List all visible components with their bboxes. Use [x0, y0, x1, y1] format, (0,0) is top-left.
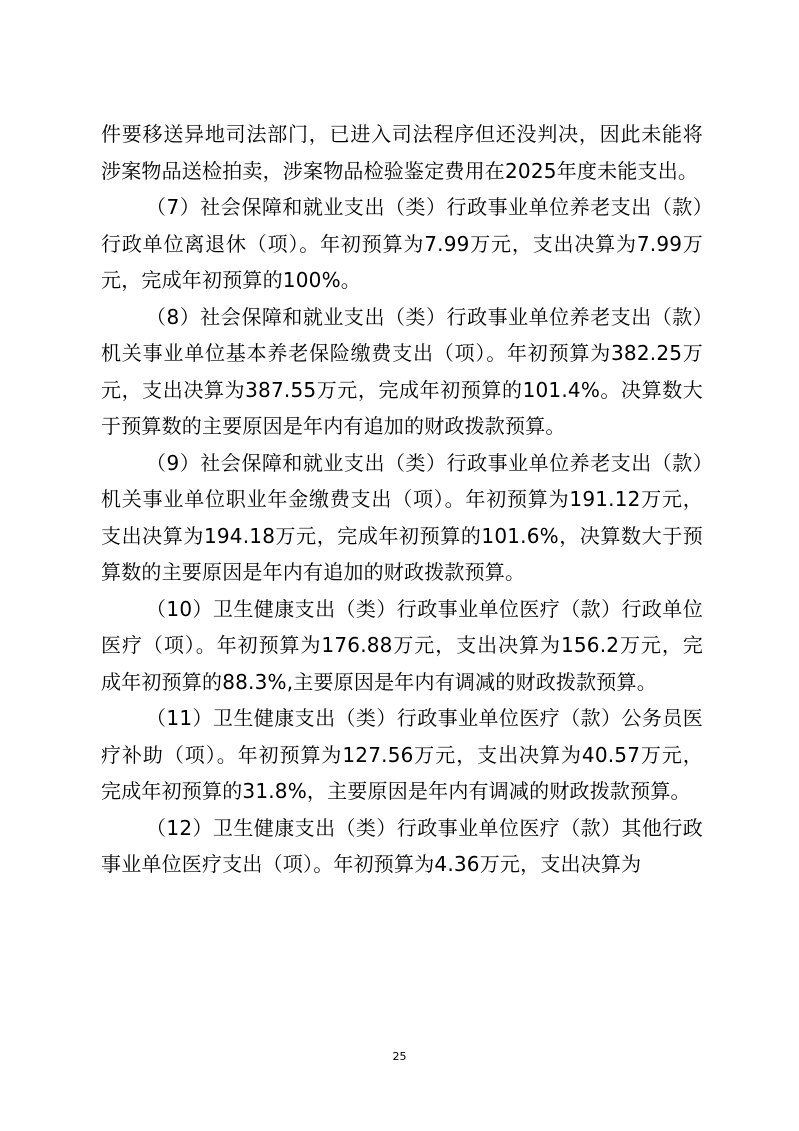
page-number: 25	[392, 1050, 407, 1063]
paragraph-item-11: （11）卫生健康支出（类）行政事业单位医疗（款）公务员医疗补助（项）。年初预算为127.56万元，支出决算为40.57万元，完成年初预算的31.8%，主要原因是年内有调减的财政拨款预算。	[101, 706, 703, 803]
paragraph-item-8: （8）社会保障和就业支出（类）行政事业单位养老支出（款）机关事业单位基本养老保险缴费支出（项）。年初预算为382.25万元，支出决算为387.55万元，完成年初预算的101.4%。决算数大于预算数的主要原因是年内有追加的财政拨款预算。	[101, 304, 703, 438]
paragraph-continuation: 件要移送异地司法部门，已进入司法程序但还没判决，因此未能将涉案物品送检拍卖，涉案物品检验鉴定费用在2025年度未能支出。	[101, 122, 703, 183]
paragraph-item-12: （12）卫生健康支出（类）行政事业单位医疗（款）其他行政事业单位医疗支出（项）。年初预算为4.36万元，支出决算为	[101, 815, 703, 876]
paragraph-item-10: （10）卫生健康支出（类）行政事业单位医疗（款）行政单位医疗（项）。年初预算为176.88万元，支出决算为156.2万元，完成年初预算的88.3%,主要原因是年内有调减的财政拨款预算。	[101, 596, 703, 694]
paragraph-item-9: （9）社会保障和就业支出（类）行政事业单位养老支出（款）机关事业单位职业年金缴费支出（项）。年初预算为191.12万元，支出决算为194.18万元，完成年初预算的101.6%，决算数大于预算数的主要原因是年内有追加的财政拨款预算。	[101, 450, 703, 584]
paragraph-item-7: （7）社会保障和就业支出（类）行政事业单位养老支出（款）行政单位离退休（项）。年初预算为7.99万元，支出决算为7.99万元，完成年初预算的100%。	[101, 195, 703, 292]
body-text	[101, 116, 703, 883]
